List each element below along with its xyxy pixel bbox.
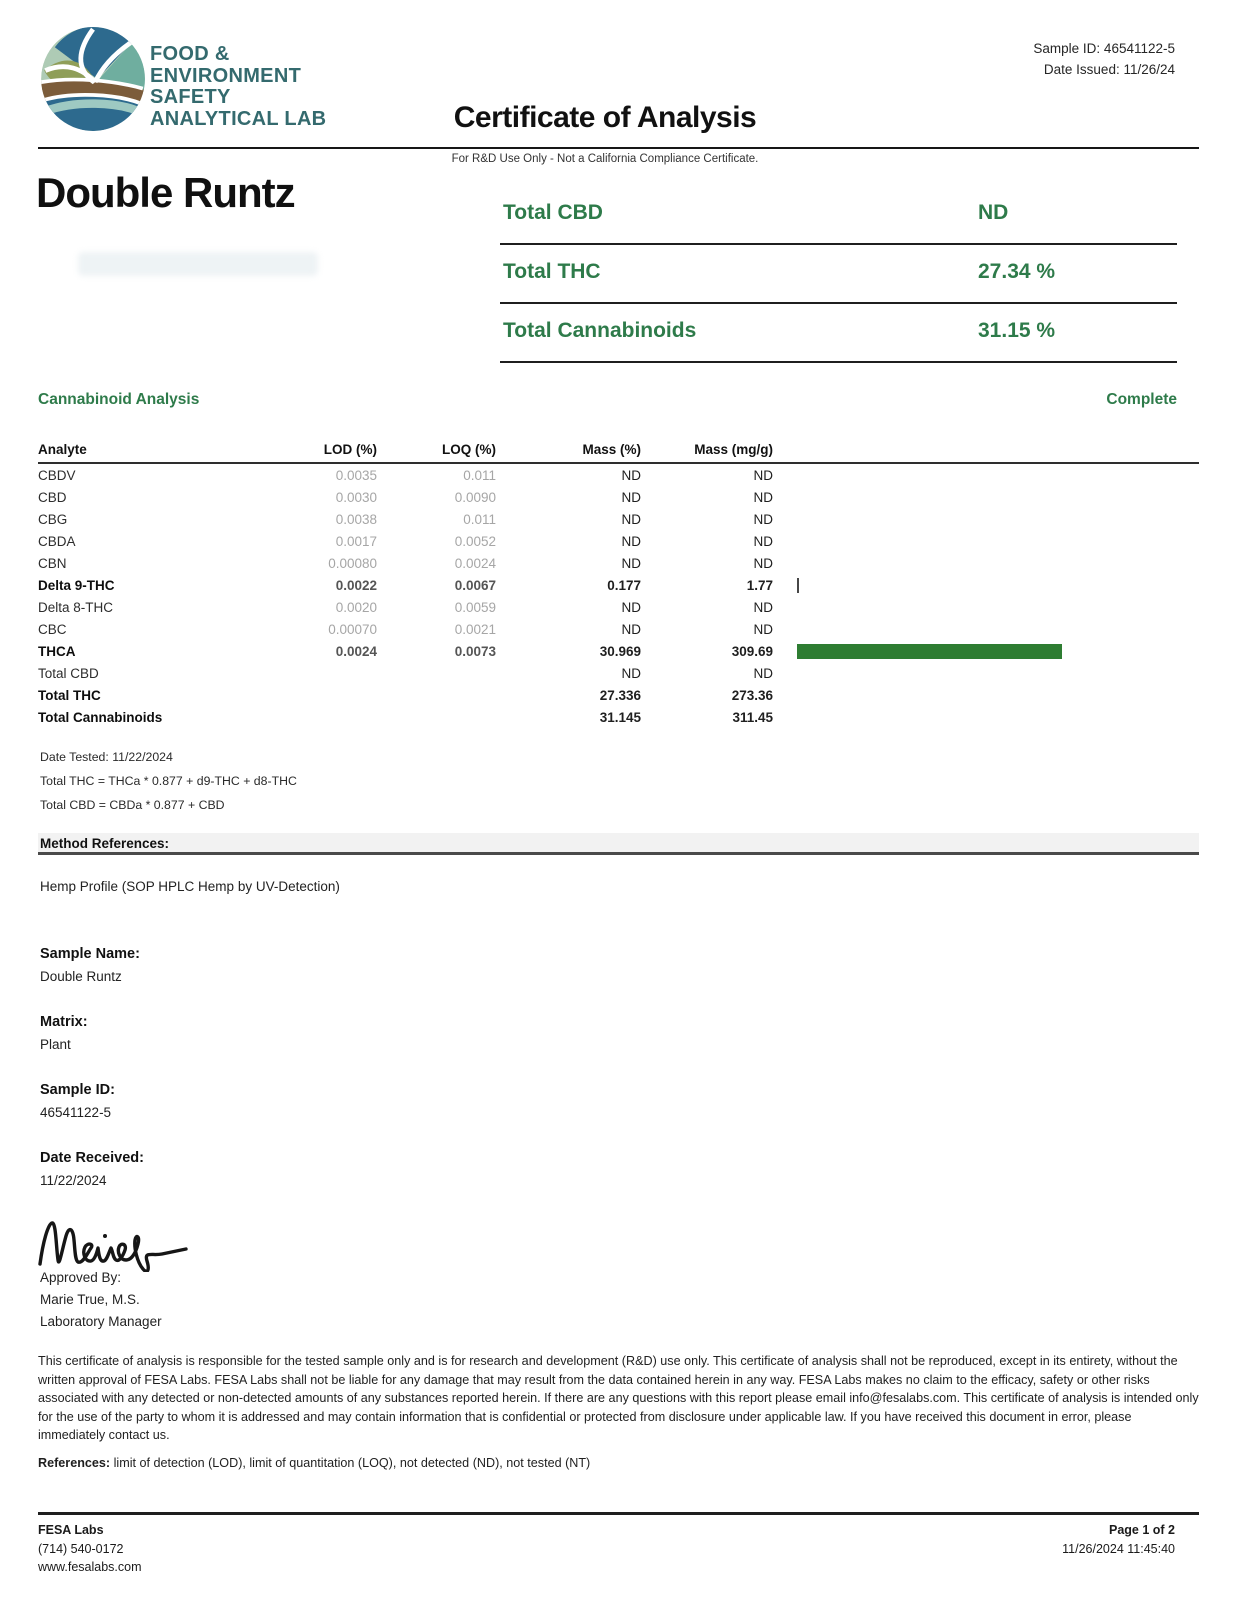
summary-value: ND xyxy=(978,201,1009,224)
loq-value: 0.0073 xyxy=(454,643,496,659)
summary-row-total-cbd xyxy=(500,186,1177,245)
sample-info-group xyxy=(40,1082,144,1120)
mass-mgg-value: 273.36 xyxy=(731,687,773,703)
mass-pct-value: 0.177 xyxy=(607,577,641,593)
summary-label: Total CBD xyxy=(503,201,603,224)
sample-info-label: Sample Name: xyxy=(40,946,140,962)
redacted-text xyxy=(78,252,318,276)
mass-pct-value: ND xyxy=(621,533,641,549)
analyte-name: Delta 8-THC xyxy=(38,599,114,615)
lod-value: 0.0035 xyxy=(335,467,377,483)
header-divider xyxy=(38,147,1199,149)
analysis-table-header xyxy=(38,437,1199,464)
loq-value: 0.011 xyxy=(463,467,496,483)
loq-value: 0.0090 xyxy=(454,489,496,505)
analysis-section-header xyxy=(38,391,1177,409)
analysis-notes xyxy=(40,750,297,822)
mass-mgg-value: ND xyxy=(753,621,773,637)
table-row xyxy=(38,508,1199,530)
section-title: Cannabinoid Analysis xyxy=(38,391,200,408)
lab-name-line: SAFETY xyxy=(150,86,231,108)
mass-pct-value: ND xyxy=(621,555,641,571)
sample-info-group xyxy=(40,1150,144,1188)
footer-right xyxy=(1062,1521,1175,1558)
mass-bar-cell xyxy=(773,706,1199,728)
analyte-name: Total Cannabinoids xyxy=(38,709,163,725)
mass-bar-cell xyxy=(773,574,1199,596)
mass-pct-value: 27.336 xyxy=(599,687,641,703)
mass-pct-value: ND xyxy=(621,621,641,637)
mass-pct-value: ND xyxy=(621,599,641,615)
lod-value: 0.0030 xyxy=(335,489,377,505)
analyte-name: CBG xyxy=(38,511,68,527)
mass-bar-cell xyxy=(773,662,1199,684)
sample-info xyxy=(40,946,144,1218)
mass-pct-value: ND xyxy=(621,665,641,681)
table-row xyxy=(38,684,1199,706)
column-header-lod: LOD (%) xyxy=(323,442,377,457)
table-row xyxy=(38,552,1199,574)
lod-value: 0.0024 xyxy=(335,643,377,659)
mass-pct-value: ND xyxy=(621,467,641,483)
loq-value: 0.0021 xyxy=(454,621,496,637)
mass-bar-cell xyxy=(773,508,1199,530)
mass-bar xyxy=(797,578,799,593)
references-line xyxy=(38,1454,1200,1473)
sample-info-value: Plant xyxy=(40,1037,71,1052)
table-row xyxy=(38,596,1199,618)
disclaimer-body: This certificate of analysis is responsible for the tested sample only and is for research and development (R&D) use only. This certificate of analysis shall not be reproduced, except in its entirety, without the written approval of FESA Labs. FESA Labs shall not be liable for any damage that may result from the data contained herein in any way. FESA Labs makes no claim to the efficacy, safety or other risks associated with any detected or non-detected amounts of any substances reported herein. If there are any questions with this report please email info@fesalabs.com. This certificate of analysis is intended only for the use of the party to whom it is addressed and may contain information that is confidential or protected from disclosure under applicable law. If you have received this document in error, please immediately contact us. xyxy=(38,1354,1199,1443)
approval-block xyxy=(40,1267,162,1333)
lod-value: 0.00080 xyxy=(328,555,377,571)
analysis-table xyxy=(38,437,1199,728)
summary-value: 31.15 % xyxy=(978,319,1056,342)
analyte-name: Total CBD xyxy=(38,665,99,681)
summary-totals xyxy=(500,186,1177,363)
footer-left xyxy=(38,1521,142,1577)
references-text: limit of detection (LOD), limit of quantitation (LOQ), not detected (ND), not tested (NT) xyxy=(110,1455,591,1470)
analyte-name: Delta 9-THC xyxy=(38,577,115,593)
table-row xyxy=(38,464,1199,486)
mass-mgg-value: 309.69 xyxy=(731,643,773,659)
lod-value: 0.0022 xyxy=(335,577,377,593)
method-references-heading: Method References: xyxy=(38,833,1199,855)
mass-pct-value: 30.969 xyxy=(599,643,641,659)
approver-title: Laboratory Manager xyxy=(40,1314,162,1329)
summary-label: Total Cannabinoids xyxy=(503,319,697,342)
lod-value: 0.0017 xyxy=(335,533,377,549)
table-row xyxy=(38,486,1199,508)
table-row xyxy=(38,640,1199,662)
table-row xyxy=(38,618,1199,640)
analyte-name: CBC xyxy=(38,621,67,637)
references-label: References: xyxy=(38,1455,111,1470)
product-name: Double Runtz xyxy=(36,169,295,216)
sample-info-label: Matrix: xyxy=(40,1014,88,1030)
mass-bar xyxy=(797,644,1062,659)
summary-row-total-cannabinoids xyxy=(500,304,1177,363)
lod-value: 0.00070 xyxy=(328,621,377,637)
method-references-text: Hemp Profile (SOP HPLC Hemp by UV-Detection) xyxy=(40,879,340,894)
footer-divider xyxy=(38,1512,1199,1515)
analyte-name: CBDA xyxy=(38,533,76,549)
mass-mgg-value: ND xyxy=(753,555,773,571)
mass-pct-value: 31.145 xyxy=(599,709,641,725)
mass-mgg-value: 1.77 xyxy=(746,577,773,593)
loq-value: 0.0024 xyxy=(454,555,496,571)
footer-phone: (714) 540-0172 xyxy=(38,1541,124,1556)
table-row xyxy=(38,530,1199,552)
total-cbd-formula: Total CBD = CBDa * 0.877 + CBD xyxy=(40,798,225,812)
document-subtitle: For R&D Use Only - Not a California Compliance Certificate. xyxy=(451,153,759,165)
column-header-analyte: Analyte xyxy=(38,442,87,457)
column-header-mass-pct: Mass (%) xyxy=(582,442,641,457)
loq-value: 0.0059 xyxy=(454,599,496,615)
approved-by-label: Approved By: xyxy=(40,1270,122,1285)
date-issued-header: Date Issued: 11/26/24 xyxy=(1043,62,1175,77)
footer-company: FESA Labs xyxy=(38,1523,104,1537)
sample-info-value: 46541122-5 xyxy=(40,1105,112,1120)
table-row xyxy=(38,662,1199,684)
document-title: Certificate of Analysis xyxy=(453,101,757,134)
lod-value: 0.0020 xyxy=(335,599,377,615)
disclaimer xyxy=(38,1352,1200,1473)
mass-bar-cell xyxy=(773,486,1199,508)
lab-name-line: ANALYTICAL LAB xyxy=(150,107,327,130)
lod-value: 0.0038 xyxy=(335,511,377,527)
mass-mgg-value: ND xyxy=(753,489,773,505)
mass-bar-cell xyxy=(773,464,1199,486)
mass-bar-cell xyxy=(773,618,1199,640)
sample-info-label: Sample ID: xyxy=(40,1082,115,1098)
sample-info-value: 11/22/2024 xyxy=(40,1173,107,1188)
mass-mgg-value: ND xyxy=(753,467,773,483)
date-tested-note: Date Tested: 11/22/2024 xyxy=(40,750,173,764)
status-badge: Complete xyxy=(1106,391,1177,408)
mass-mgg-value: ND xyxy=(753,665,773,681)
mass-pct-value: ND xyxy=(621,511,641,527)
mass-bar-cell xyxy=(773,552,1199,574)
mass-mgg-value: ND xyxy=(753,599,773,615)
sample-info-group xyxy=(40,1014,144,1052)
analyte-name: CBN xyxy=(38,555,67,571)
loq-value: 0.011 xyxy=(463,511,496,527)
mass-bar-cell xyxy=(773,596,1199,618)
loq-value: 0.0052 xyxy=(454,533,496,549)
lab-name-line: FOOD & xyxy=(150,43,230,65)
total-thc-formula: Total THC = THCa * 0.877 + d9-THC + d8-THC xyxy=(40,774,297,788)
column-header-mass-mgg: Mass (mg/g) xyxy=(694,442,773,457)
mass-bar-cell xyxy=(773,640,1199,662)
table-row xyxy=(38,706,1199,728)
footer-website: www.fesalabs.com xyxy=(38,1560,142,1574)
summary-value: 27.34 % xyxy=(978,260,1056,283)
mass-mgg-value: ND xyxy=(753,533,773,549)
analyte-name: THCA xyxy=(38,643,76,659)
summary-row-total-thc xyxy=(500,245,1177,304)
header-meta xyxy=(1033,38,1175,80)
mass-pct-value: ND xyxy=(621,489,641,505)
footer-timestamp: 11/26/2024 11:45:40 xyxy=(1062,1541,1175,1556)
mass-mgg-value: ND xyxy=(753,511,773,527)
sample-info-value: Double Runtz xyxy=(40,969,122,984)
mass-bar-cell xyxy=(773,684,1199,706)
mass-mgg-value: 311.45 xyxy=(732,709,773,725)
lab-name-line: ENVIRONMENT xyxy=(150,64,302,87)
analyte-name: CBDV xyxy=(38,467,76,483)
analyte-name: Total THC xyxy=(38,687,101,703)
sample-info-group xyxy=(40,946,144,984)
table-row xyxy=(38,574,1199,596)
page-number: Page 1 of 2 xyxy=(1109,1523,1175,1537)
analysis-table-body xyxy=(38,464,1199,728)
approver-name: Marie True, M.S. xyxy=(40,1292,140,1307)
sample-info-label: Date Received: xyxy=(40,1150,144,1166)
signature-icon xyxy=(34,1208,224,1272)
analyte-name: CBD xyxy=(38,489,67,505)
summary-label: Total THC xyxy=(503,260,601,283)
mass-bar-cell xyxy=(773,530,1199,552)
column-header-loq: LOQ (%) xyxy=(442,442,496,457)
sample-id-header: Sample ID: 46541122-5 xyxy=(1033,41,1175,56)
loq-value: 0.0067 xyxy=(454,577,496,593)
